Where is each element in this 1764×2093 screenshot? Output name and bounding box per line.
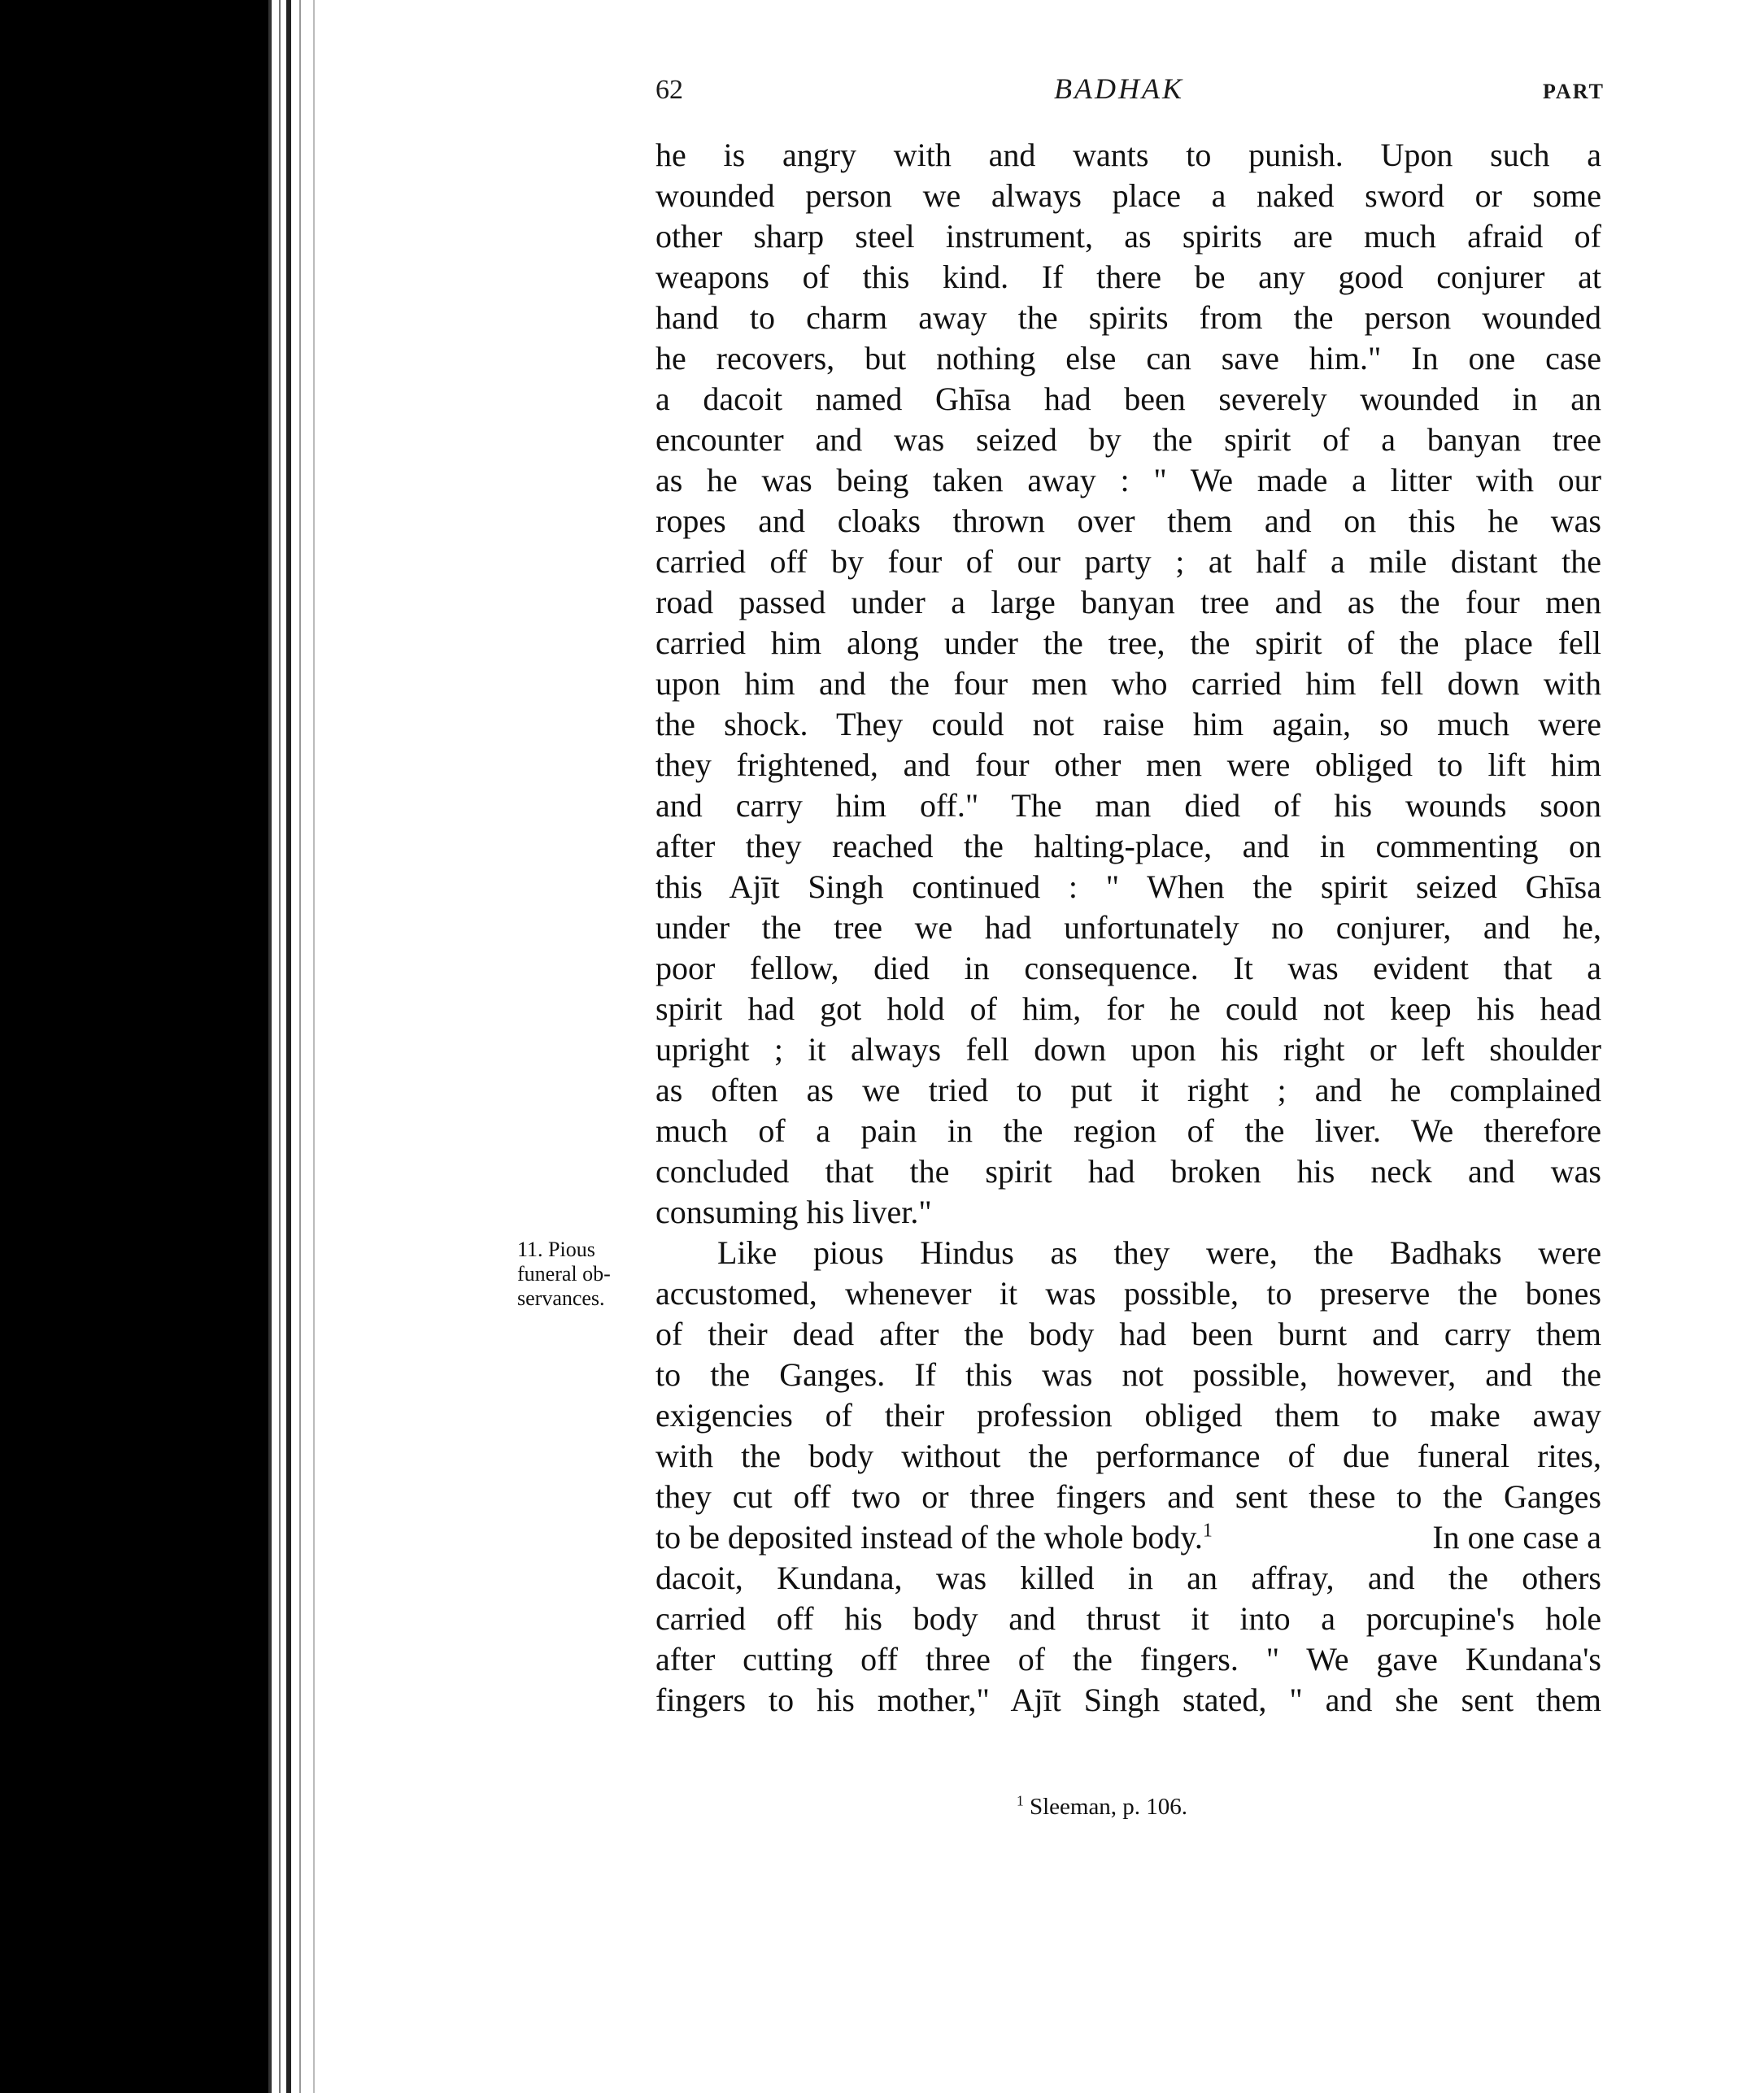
text-line: road passed under a large banyan tree and as the four men [656,584,1601,620]
text-line: Like pious Hindus as they were, the Badhaks were [717,1234,1601,1271]
text-line: with the body without the performance of due funeral rites, [656,1438,1601,1474]
gutter-rule [279,0,281,2093]
gutter-rule [299,0,301,2093]
text-line-with-footnote [656,1517,1601,1558]
text-line: after they reached the halting-place, and in commenting on [656,828,1601,864]
text-line: a dacoit named Ghīsa had been severely wounded in an [656,381,1601,417]
text-line: as he was being taken away : " We made a litter with our [656,462,1601,498]
text-line: spirit had got hold of him, for he could not keep his head [656,990,1601,1027]
footnote-marker: 1 [1017,1792,1024,1809]
text-line: of their dead after the body had been burnt and carry them [656,1316,1601,1352]
text-line: ropes and cloaks thrown over them and on this he was [656,503,1601,539]
text-line: they cut off two or three fingers and sent these to the Ganges [656,1478,1601,1515]
text-line: encounter and was seized by the spirit of a banyan tree [656,421,1601,458]
text-line: under the tree we had unfortunately no conjurer, and he, [656,909,1601,946]
text-line: hand to charm away the spirits from the person wounded [656,299,1601,336]
margin-note-line: servances. [517,1286,605,1310]
footnote-reference: 1 [1202,1520,1213,1542]
footnote [1017,1794,1187,1821]
text-line: he recovers, but nothing else can save him." In one case [656,340,1601,376]
text-line: much of a pain in the region of the liver. We therefore [656,1112,1601,1149]
footnote-text: Sleeman, p. 106. [1029,1794,1188,1820]
text-line: and carry him off." The man died of his wounds soon [656,787,1601,824]
margin-note-line: 11. Pious [517,1238,595,1261]
text-line: dacoit, Kundana, was killed in an affray, and the others [656,1560,1601,1596]
text-line: as often as we tried to put it right ; and he complained [656,1072,1601,1108]
text-line: fingers to his mother," Ajīt Singh stated, " and she sent them [656,1682,1601,1718]
text-line: after cutting off three of the fingers. " We gave Kundana's [656,1641,1601,1677]
book-binding-shadow [0,0,268,2093]
text-line: they frightened, and four other men were obliged to lift him [656,746,1601,783]
text-fragment: In one case a [1432,1519,1601,1556]
text-line: upon him and the four men who carried him fell down with [656,665,1601,702]
text-line: wounded person we always place a naked sword or some [656,177,1601,214]
text-line: exigencies of their profession obliged them to make away [656,1397,1601,1434]
text-line: this Ajīt Singh continued : " When the spirit seized Ghīsa [656,868,1601,905]
text-line: other sharp steel instrument, as spirits are much afraid of [656,218,1601,255]
part-label: PART [1543,80,1605,103]
text-line: carried off by four of our party ; at half a mile distant the [656,543,1601,580]
text-fragment: to be deposited instead of the whole body. [656,1519,1203,1556]
gutter-rule [268,0,272,2093]
text-line: carried him along under the tree, the spirit of the place fell [656,624,1601,661]
text-line: weapons of this kind. If there be any good conjurer at [656,259,1601,295]
text-line: upright ; it always fell down upon his right or left shoulder [656,1031,1601,1068]
text-line: to the Ganges. If this was not possible, however, and the [656,1356,1601,1393]
text-line: he is angry with and wants to punish. Upon such a [656,137,1601,173]
text-line: the shock. They could not raise him again, so much were [656,706,1601,742]
gutter-rule [313,0,315,2093]
text-line: poor fellow, died in consequence. It was evident that a [656,950,1601,986]
text-line: concluded that the spirit had broken his neck and was [656,1153,1601,1190]
text-line: carried off his body and thrust it into a porcupine's hole [656,1600,1601,1637]
text-line: consuming his liver." [656,1194,932,1230]
text-line: accustomed, whenever it was possible, to preserve the bones [656,1275,1601,1312]
gutter-rule [286,0,291,2093]
running-title: BADHAK [1054,72,1184,105]
margin-note-line: funeral ob- [517,1262,611,1286]
page-number: 62 [656,75,683,105]
